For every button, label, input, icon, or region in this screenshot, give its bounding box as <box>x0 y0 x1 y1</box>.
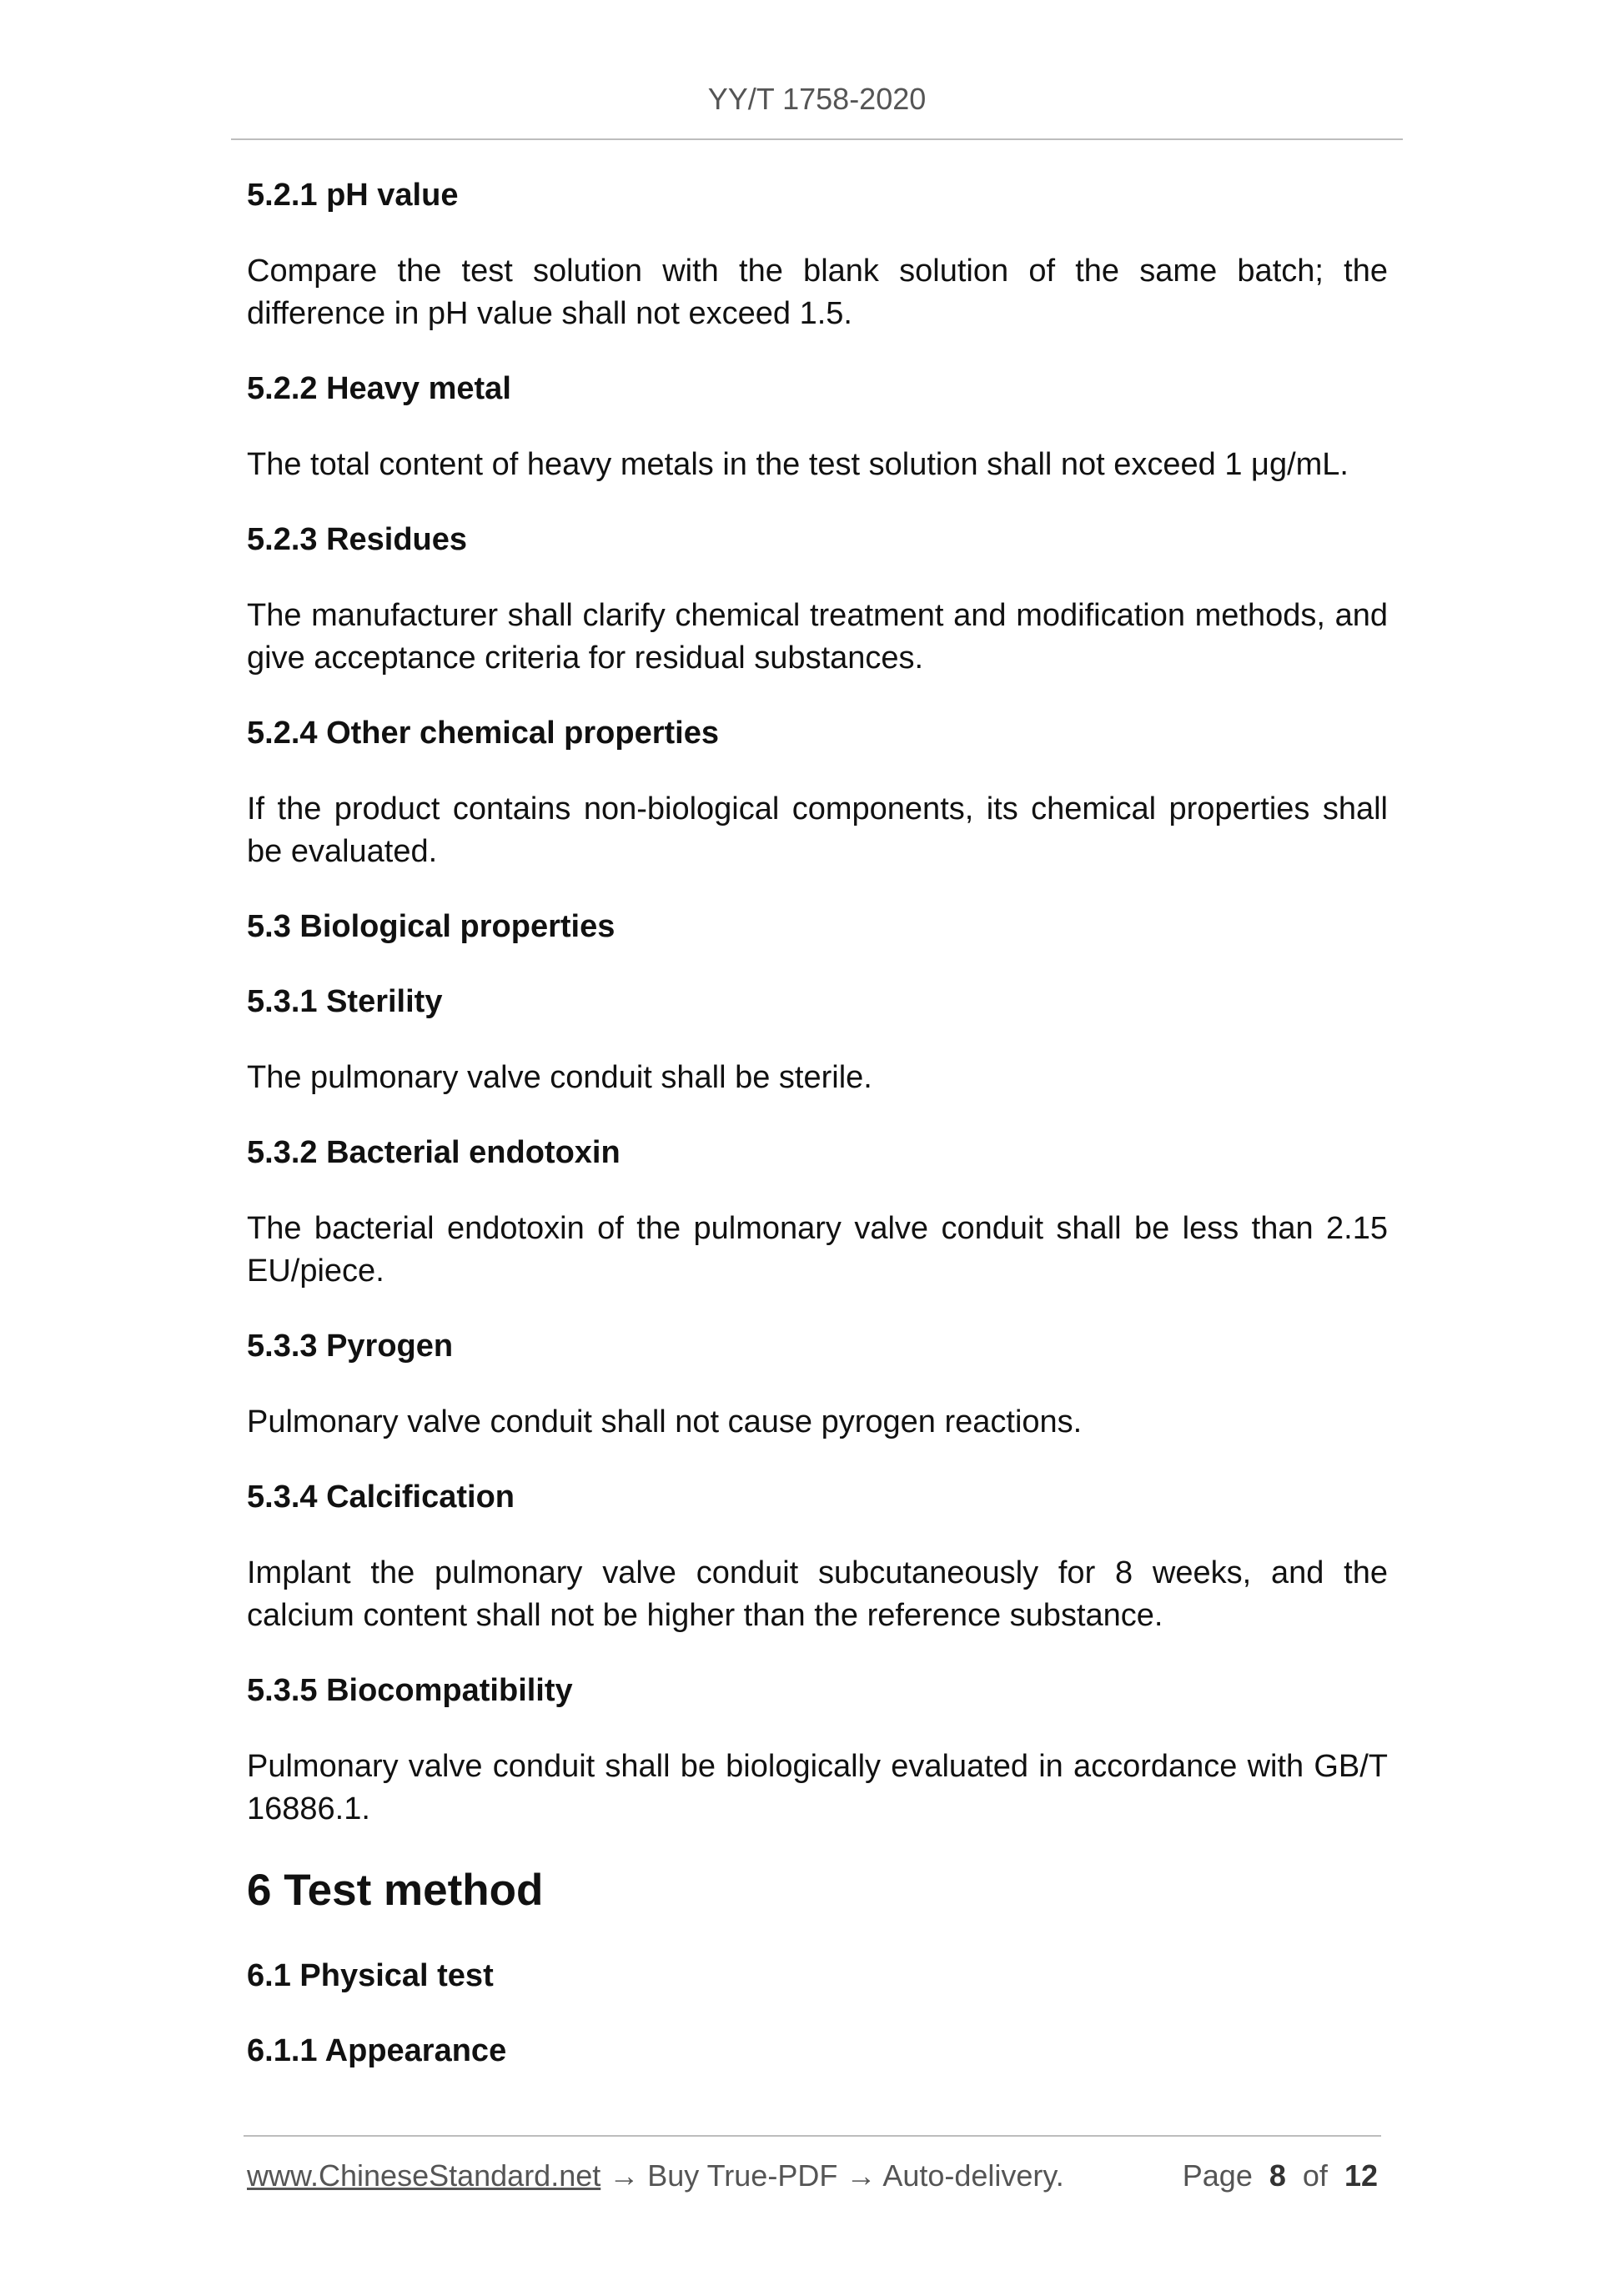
heading-5-2-4: 5.2.4 Other chemical properties <box>247 716 720 751</box>
paragraph-5-3-4: Implant the pulmonary valve conduit subcutaneously for 8 weeks, and the calcium content shall not be higher than the reference substance. <box>247 1555 1388 1633</box>
paragraph-5-2-4: If the product contains non-biological components, its chemical properties shall be evaluated. <box>247 791 1388 869</box>
heading-5-3: 5.3 Biological properties <box>247 909 616 944</box>
footer-left <box>247 2158 1064 2193</box>
paragraph-5-2-2: The total content of heavy metals in the test solution shall not exceed 1 μg/mL. <box>247 447 1349 482</box>
paragraph-5-3-2: The bacterial endotoxin of the pulmonary valve conduit shall be less than 2.15 EU/piece. <box>247 1211 1388 1289</box>
paragraph-5-3-3: Pulmonary valve conduit shall not cause pyrogen reactions. <box>247 1404 1083 1439</box>
page-current: 8 <box>1269 2158 1286 2193</box>
paragraph-5-2-3: The manufacturer shall clarify chemical treatment and modification methods, and give acceptance criteria for residual substances. <box>247 598 1388 676</box>
heading-5-3-2: 5.3.2 Bacterial endotoxin <box>247 1135 621 1170</box>
heading-5-3-5: 5.3.5 Biocompatibility <box>247 1673 573 1708</box>
page-footer <box>247 2158 1378 2193</box>
heading-6-1: 6.1 Physical test <box>247 1958 494 1993</box>
paragraph-5-2-1: Compare the test solution with the blank solution of the same batch; the difference in pH value shall not exceed 1.5. <box>247 254 1388 331</box>
paragraph-5-3-1: The pulmonary valve conduit shall be sterile. <box>247 1060 872 1095</box>
page-indicator <box>1183 2158 1378 2193</box>
heading-6-1-1: 6.1.1 Appearance <box>247 2033 507 2068</box>
heading-5-2-1: 5.2.1 pH value <box>247 178 459 213</box>
heading-5-2-3: 5.2.3 Residues <box>247 522 468 557</box>
heading-5-2-2: 5.2.2 Heavy metal <box>247 371 511 406</box>
chapter-title: 6 Test method <box>247 1866 544 1915</box>
paragraph-5-3-5: Pulmonary valve conduit shall be biologically evaluated in accordance with GB/T 16886.1. <box>247 1749 1388 1826</box>
header-divider <box>231 138 1403 140</box>
page-of: of <box>1302 2158 1328 2193</box>
page-label: Page <box>1182 2158 1253 2193</box>
heading-5-3-4: 5.3.4 Calcification <box>247 1480 515 1515</box>
heading-5-3-3: 5.3.3 Pyrogen <box>247 1329 454 1364</box>
running-header: YY/T 1758-2020 <box>707 82 927 116</box>
footer-divider <box>244 2135 1381 2137</box>
page-total: 12 <box>1344 2158 1378 2193</box>
heading-5-3-1: 5.3.1 Sterility <box>247 984 443 1019</box>
page-body <box>247 175 1388 2106</box>
promo-text: → Buy True-PDF → Auto-delivery. <box>600 2158 1064 2193</box>
site-link[interactable]: www.ChineseStandard.net <box>247 2158 601 2193</box>
